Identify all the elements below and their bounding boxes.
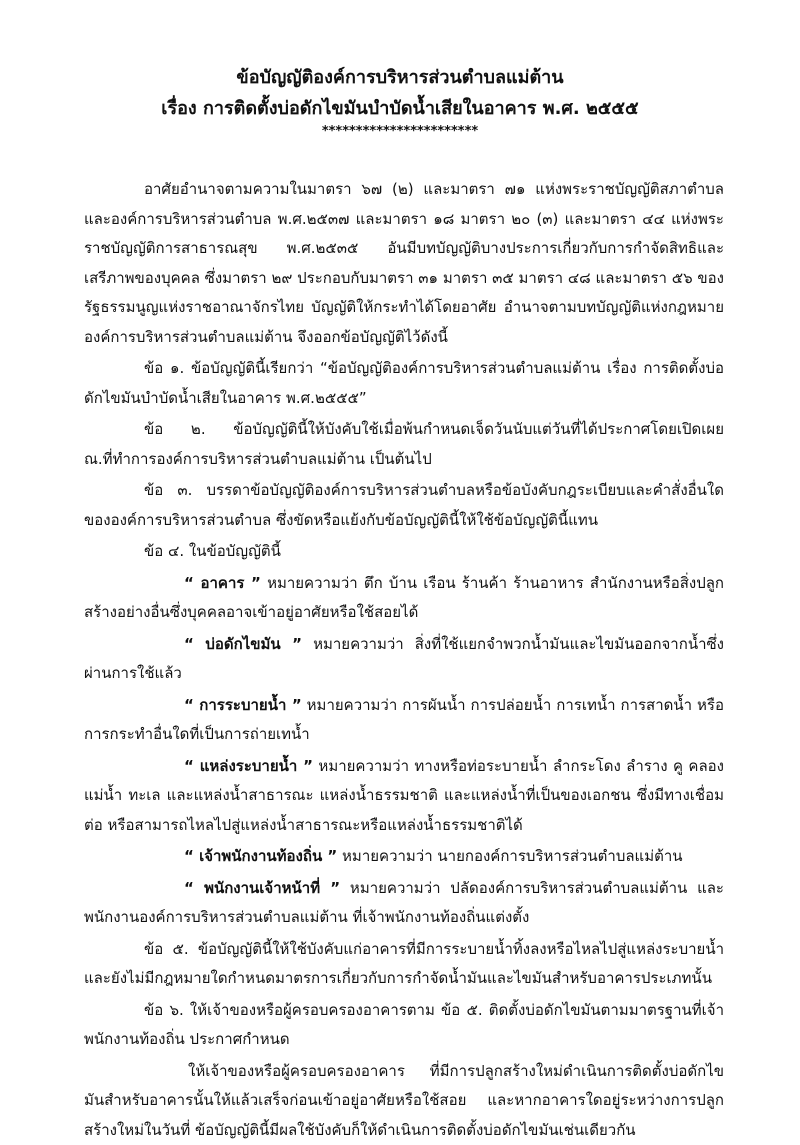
- clause-5: ข้อ ๕. ข้อบัญญัตินี้ให้ใช้บังคับแก่อาคารที่มีการระบายน้ำทิ้งลงหรือไหลไปสู่แหล่งระบายน้ำและยังไม่มีกฎหมายใดกำหนดมาตรการเกี่ยวกับการกำจัดน้ำมันและไขมันสำหรับอาคารประเภทนั้น: [84, 935, 724, 994]
- definition-local-officer: [84, 842, 724, 872]
- document-title: ข้อบัญญัติองค์การบริหารส่วนตำบลแม่ต้าน: [0, 62, 800, 91]
- definition-text: หมายความว่า ตึก บ้าน เรือน ร้านค้า ร้านอาหาร สำนักงานหรือสิ่งปลูกสร้างอย่างอื่นซึ่งบุคคลอาจเข้าอยู่อาศัยหรือใช้สอยได้: [84, 574, 724, 622]
- clause-6-paragraph-2: ให้เจ้าของหรือผู้ครอบครองอาคาร ที่มีการปลูกสร้างใหม่ดำเนินการติดตั้งบ่อดักไขมันสำหรับอาคารนั้นให้แล้วเสร็จก่อนเข้าอยู่อาศัยหรือใช้สอย และหากอาคารใดอยู่ระหว่างการปลูกสร้างใหม่ในวันที่ ข้อบัญญัตินี้มีผลใช้บังคับก็ให้ดำเนินการติดตั้งบ่อดักไขมันเช่นเดียวกัน: [84, 1057, 724, 1145]
- clause-3: ข้อ ๓. บรรดาข้อบัญญัติองค์การบริหารส่วนตำบลหรือข้อบังคับกฎระเบียบและคำสั่งอื่นใดขององค์การบริหารส่วนตำบล ซึ่งขัดหรือแย้งกับข้อบัญญัตินี้ให้ใช้ข้อบัญญัตินี้แทน: [84, 476, 724, 535]
- definition-text: หมายความว่า ทางหรือท่อระบายน้ำ ลำกระโดง ลำราง คู คลอง แม่น้ำ ทะเล และแหล่งน้ำสาธารณะ แหล่งน้ำธรรมชาติ และแหล่งน้ำที่เป็นของเอกชน ซึ่งมีทางเชื่อมต่อ หรือสามารถไหลไปสู่แหล่งน้ำสาธารณะหรือแหล่งน้ำธรรมชาติได้: [84, 757, 724, 834]
- definition-grease-trap: [84, 630, 724, 689]
- clause-1: ข้อ ๑. ข้อบัญญัตินี้เรียกว่า “ข้อบัญญัติองค์การบริหารส่วนตำบลแม่ต้าน เรื่อง การติดตั้งบ่อดักไขมันบำบัดน้ำเสียในอาคาร พ.ศ.๒๕๕๕”: [84, 354, 724, 413]
- definition-term: “ อาคาร ”: [184, 574, 261, 592]
- definition-term: “ การระบายน้ำ ”: [184, 696, 302, 714]
- definition-term: “ เจ้าพนักงานท้องถิ่น ”: [184, 847, 337, 865]
- definition-term: “ พนักงานเจ้าหน้าที่ ”: [184, 879, 340, 897]
- definition-text: หมายความว่า สิ่งที่ใช้แยกจำพวกน้ำมันและไขมันออกจากน้ำซึ่งผ่านการใช้แล้ว: [84, 635, 724, 683]
- title-separator: ***********************: [0, 124, 800, 139]
- definition-drainage: [84, 691, 724, 750]
- definition-text: หมายความว่า ปลัดองค์การบริหารส่วนตำบลแม่ต้าน และพนักงานองค์การบริหารส่วนตำบลแม่ต้าน ที่เจ้าพนักงานท้องถิ่นแต่งตั้ง: [84, 879, 724, 927]
- definition-text: หมายความว่า นายกองค์การบริหารส่วนตำบลแม่ต้าน: [337, 847, 682, 865]
- document-body: [84, 175, 724, 1145]
- definition-text: หมายความว่า การผันน้ำ การปล่อยน้ำ การเทน้ำ การสาดน้ำ หรือการกระทำอื่นใดที่เป็นการถ่ายเทน้ำ: [84, 696, 724, 744]
- clause-2: ข้อ ๒. ข้อบัญญัตินี้ให้บังคับใช้เมื่อพ้นกำหนดเจ็ดวันนับแต่วันที่ได้ประกาศโดยเปิดเผย ณ.ที่ทำการองค์การบริหารส่วนตำบลแม่ต้าน เป็นต้นไป: [84, 415, 724, 474]
- document-subject: เรื่อง การติดตั้งบ่อดักไขมันบำบัดน้ำเสียในอาคาร พ.ศ. ๒๕๕๕: [0, 93, 800, 122]
- preamble-paragraph: อาศัยอำนาจตามความในมาตรา ๖๗ (๒) และมาตรา ๗๑ แห่งพระราชบัญญัติสภาตำบลและองค์การบริหารส่วนตำบล พ.ศ.๒๕๓๗ และมาตรา ๑๘ มาตรา ๒๐ (๓) และมาตรา ๔๔ แห่งพระราชบัญญัติการสาธารณสุข พ.ศ.๒๕๓๕ อันมีบทบัญญัติบางประการเกี่ยวกับการกำจัดสิทธิและเสรีภาพของบุคคล ซึ่งมาตรา ๒๙ ประกอบกับมาตรา ๓๑ มาตรา ๓๕ มาตรา ๔๘ และมาตรา ๕๖ ของรัฐธรรมนูญแห่งราชอาณาจักรไทย บัญญัติให้กระทำได้โดยอาศัย อำนาจตามบทบัญญัติแห่งกฎหมาย องค์การบริหารส่วนตำบลแม่ต้าน จึงออกข้อบัญญัติไว้ดังนี้: [84, 175, 724, 352]
- clause-6: ข้อ ๖. ให้เจ้าของหรือผู้ครอบครองอาคารตาม ข้อ ๕. ติดตั้งบ่อดักไขมันตามมาตรฐานที่เจ้าพนักงานท้องถิ่น ประกาศกำหนด: [84, 996, 724, 1055]
- definition-term: “ บ่อดักไขมัน ”: [184, 635, 302, 653]
- definition-official: [84, 874, 724, 933]
- clause-4: ข้อ ๔. ในข้อบัญญัตินี้: [84, 537, 724, 567]
- definition-building: [84, 569, 724, 628]
- definition-drainage-source: [84, 752, 724, 841]
- definition-term: “ แหล่งระบายน้ำ ”: [184, 757, 313, 775]
